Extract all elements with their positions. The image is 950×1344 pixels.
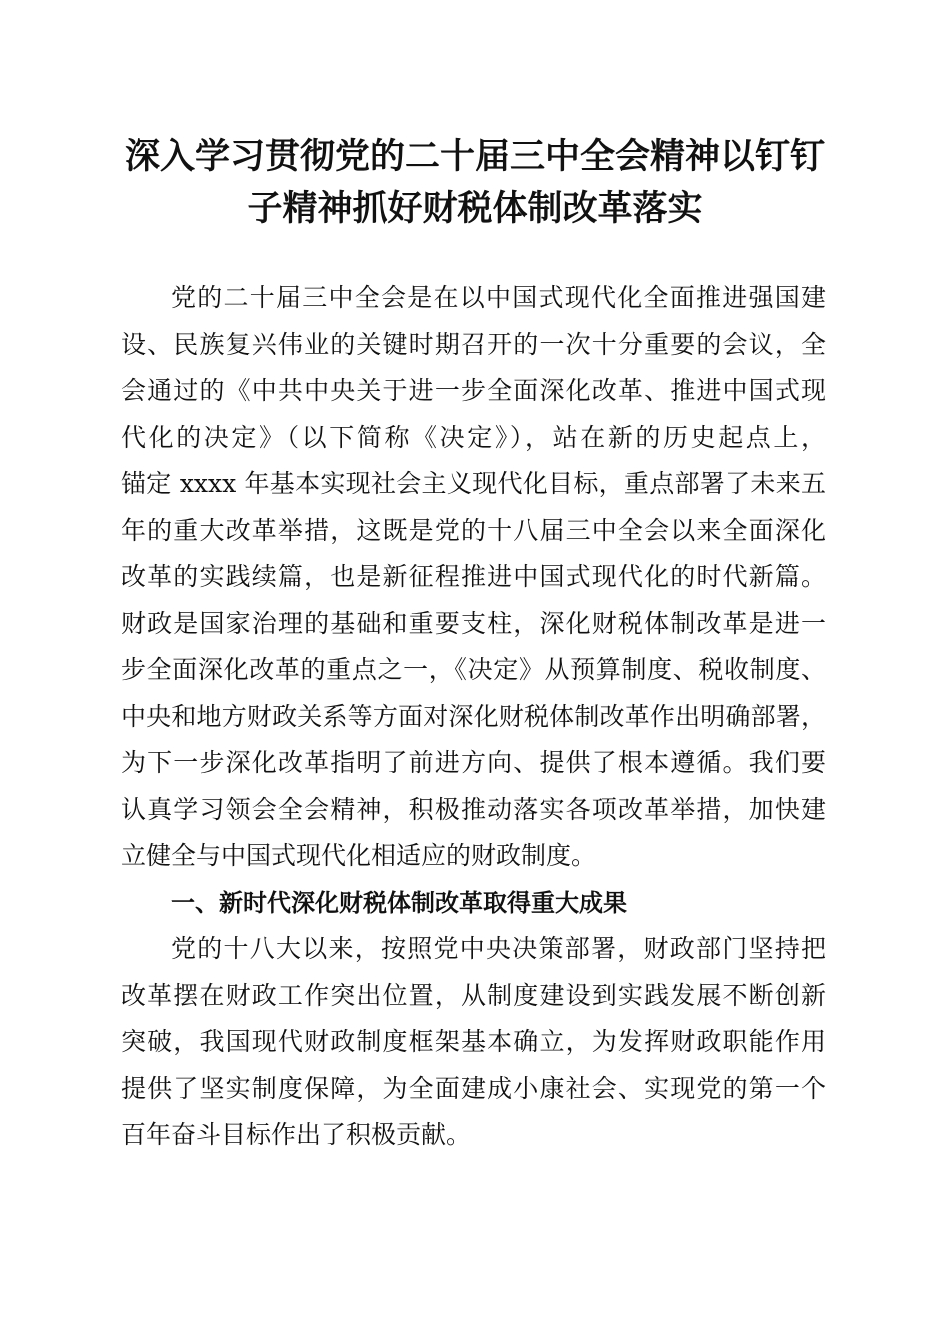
text-line: 步全面深化改革的重点之一，《决定》从预算制度、税收制度、: [121, 655, 826, 684]
text-line: 中央和地方财政关系等方面对深化财税体制改革作出明确部署，: [121, 701, 826, 731]
text-line: 代化的决定》（以下简称《决定》），站在新的历史起点上，: [121, 422, 826, 452]
text-line: 认真学习领会全会精神，积极推动落实各项改革举措，加快建: [121, 794, 826, 824]
section-heading: 一、新时代深化财税体制改革取得重大成果: [171, 888, 627, 917]
text-line: 百年奋斗目标作出了积极贡献。: [121, 1120, 472, 1149]
text-line: 年的重大改革举措，这既是党的十八届三中全会以来全面深化: [121, 515, 826, 545]
text-line: 党的二十届三中全会是在以中国式现代化全面推进强国建: [171, 283, 826, 312]
document-body: [121, 275, 826, 1159]
title-line: 子精神抓好财税体制改革落实: [247, 188, 703, 229]
title-line: 深入学习贯彻党的二十届三中全会精神以钉钉: [124, 136, 825, 177]
text-line: 为下一步深化改革指明了前进方向、提供了根本遵循。我们要: [121, 748, 826, 777]
text-line: 党的十八大以来，按照党中央决策部署，财政部门坚持把: [171, 934, 826, 963]
text-line: 立健全与中国式现代化相适应的财政制度。: [121, 841, 597, 870]
text-line: 会通过的《中共中央关于进一步全面深化改革、推进中国式现: [121, 376, 826, 405]
paragraph-section-one: [121, 926, 826, 1159]
text-line: 锚定 xxxx 年基本实现社会主义现代化目标，重点部署了未来五: [121, 469, 826, 498]
paragraph-intro: [121, 275, 826, 880]
text-line: 提供了坚实制度保障，为全面建成小康社会、实现党的第一个: [121, 1073, 826, 1103]
text-line: 财政是国家治理的基础和重要支柱，深化财税体制改革是进一: [121, 608, 826, 638]
document-title: [110, 131, 840, 235]
text-line: 设、民族复兴伟业的关键时期召开的一次十分重要的会议，全: [121, 329, 826, 359]
text-line: 改革摆在财政工作突出位置，从制度建设到实践发展不断创新: [121, 980, 826, 1010]
text-line: 突破，我国现代财政制度框架基本确立，为发挥财政职能作用: [121, 1027, 826, 1056]
text-line: 改革的实践续篇，也是新征程推进中国式现代化的时代新篇。: [121, 562, 826, 591]
